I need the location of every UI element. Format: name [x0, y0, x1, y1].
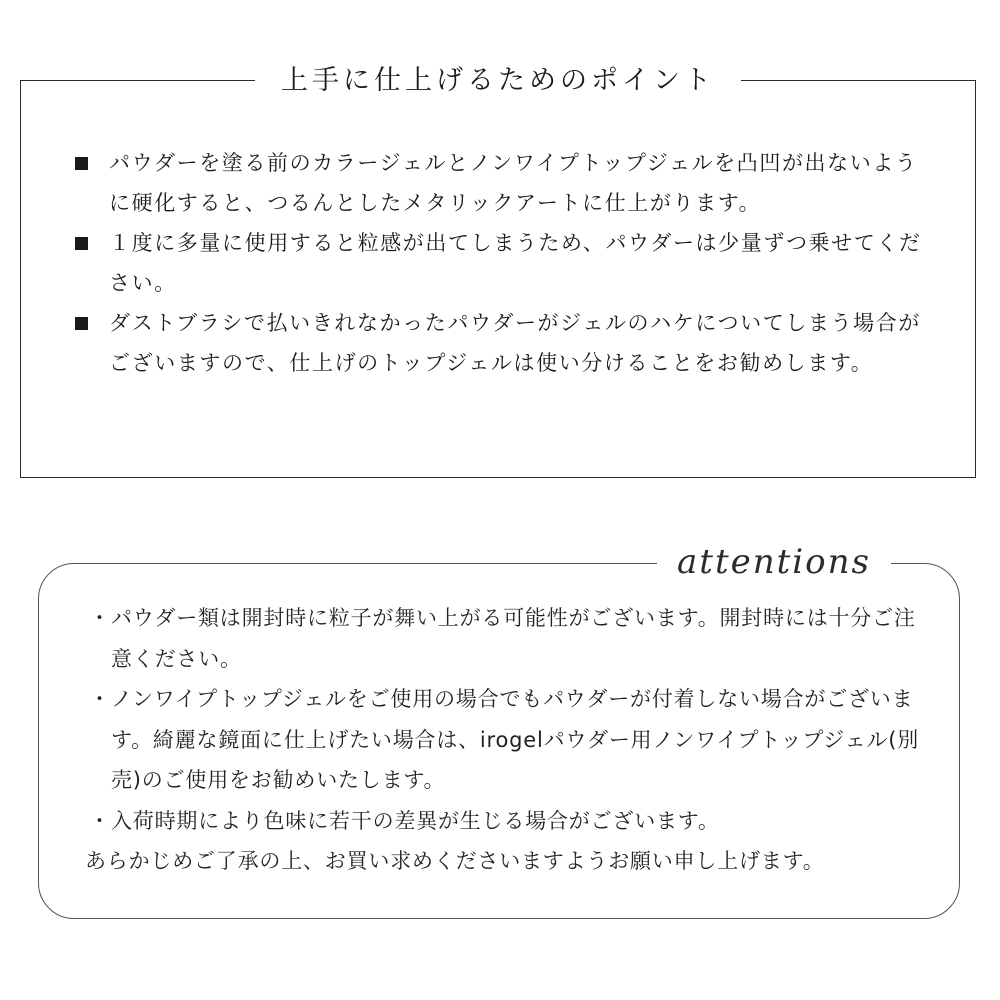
tips-item — [75, 303, 931, 383]
bullet-dot-icon: ・ — [89, 808, 111, 833]
tips-item — [75, 143, 931, 223]
attentions-item — [85, 801, 925, 842]
attentions-box — [38, 542, 960, 919]
attentions-closing: あらかじめご了承の上、お買い求めくださいますようお願い申し上げます。 — [85, 849, 825, 873]
attentions-item — [85, 679, 925, 801]
tips-list — [75, 143, 931, 383]
tips-box — [20, 65, 976, 478]
black-square-icon — [75, 157, 88, 170]
attentions-item-text: パウダー類は開封時に粒子が舞い上がる可能性がございます。開封時には十分ご注意ください。 — [111, 606, 916, 671]
attentions-item — [85, 598, 925, 679]
tips-item-text: パウダーを塗る前のカラージェルとノンワイプトップジェルを凸凹が出ないように硬化すると、つるんとしたメタリックアートに仕上がります。 — [109, 151, 918, 215]
attentions-item-text: 入荷時期により色味に若干の差異が生じる場合がございます。 — [111, 808, 720, 833]
bullet-dot-icon: ・ — [89, 606, 111, 630]
tips-item-text: ダストブラシで払いきれなかったパウダーがジェルのハケについてしまう場合がございますので、仕上げのトップジェルは使い分けることをお勧めします。 — [109, 311, 921, 375]
tips-item-text: １度に多量に使用すると粒感が出てしまうため、パウダーは少量ずつ乗せてください。 — [109, 231, 922, 295]
tips-item — [75, 223, 931, 303]
attentions-list — [85, 598, 925, 841]
attentions-title: attentions — [657, 534, 891, 590]
attentions-item-text: ノンワイプトップジェルをご使用の場合でもパウダーが付着しない場合がございます。綺麗な鏡面に仕上げたい場合は、irogelパウダー用ノンワイプトップジェル(別売)のご使用をお勧めいたします。 — [111, 687, 920, 792]
tips-title: 上手に仕上げるためのポイント — [255, 59, 741, 103]
bullet-dot-icon: ・ — [89, 687, 111, 711]
black-square-icon — [75, 237, 88, 250]
black-square-icon — [75, 317, 88, 330]
